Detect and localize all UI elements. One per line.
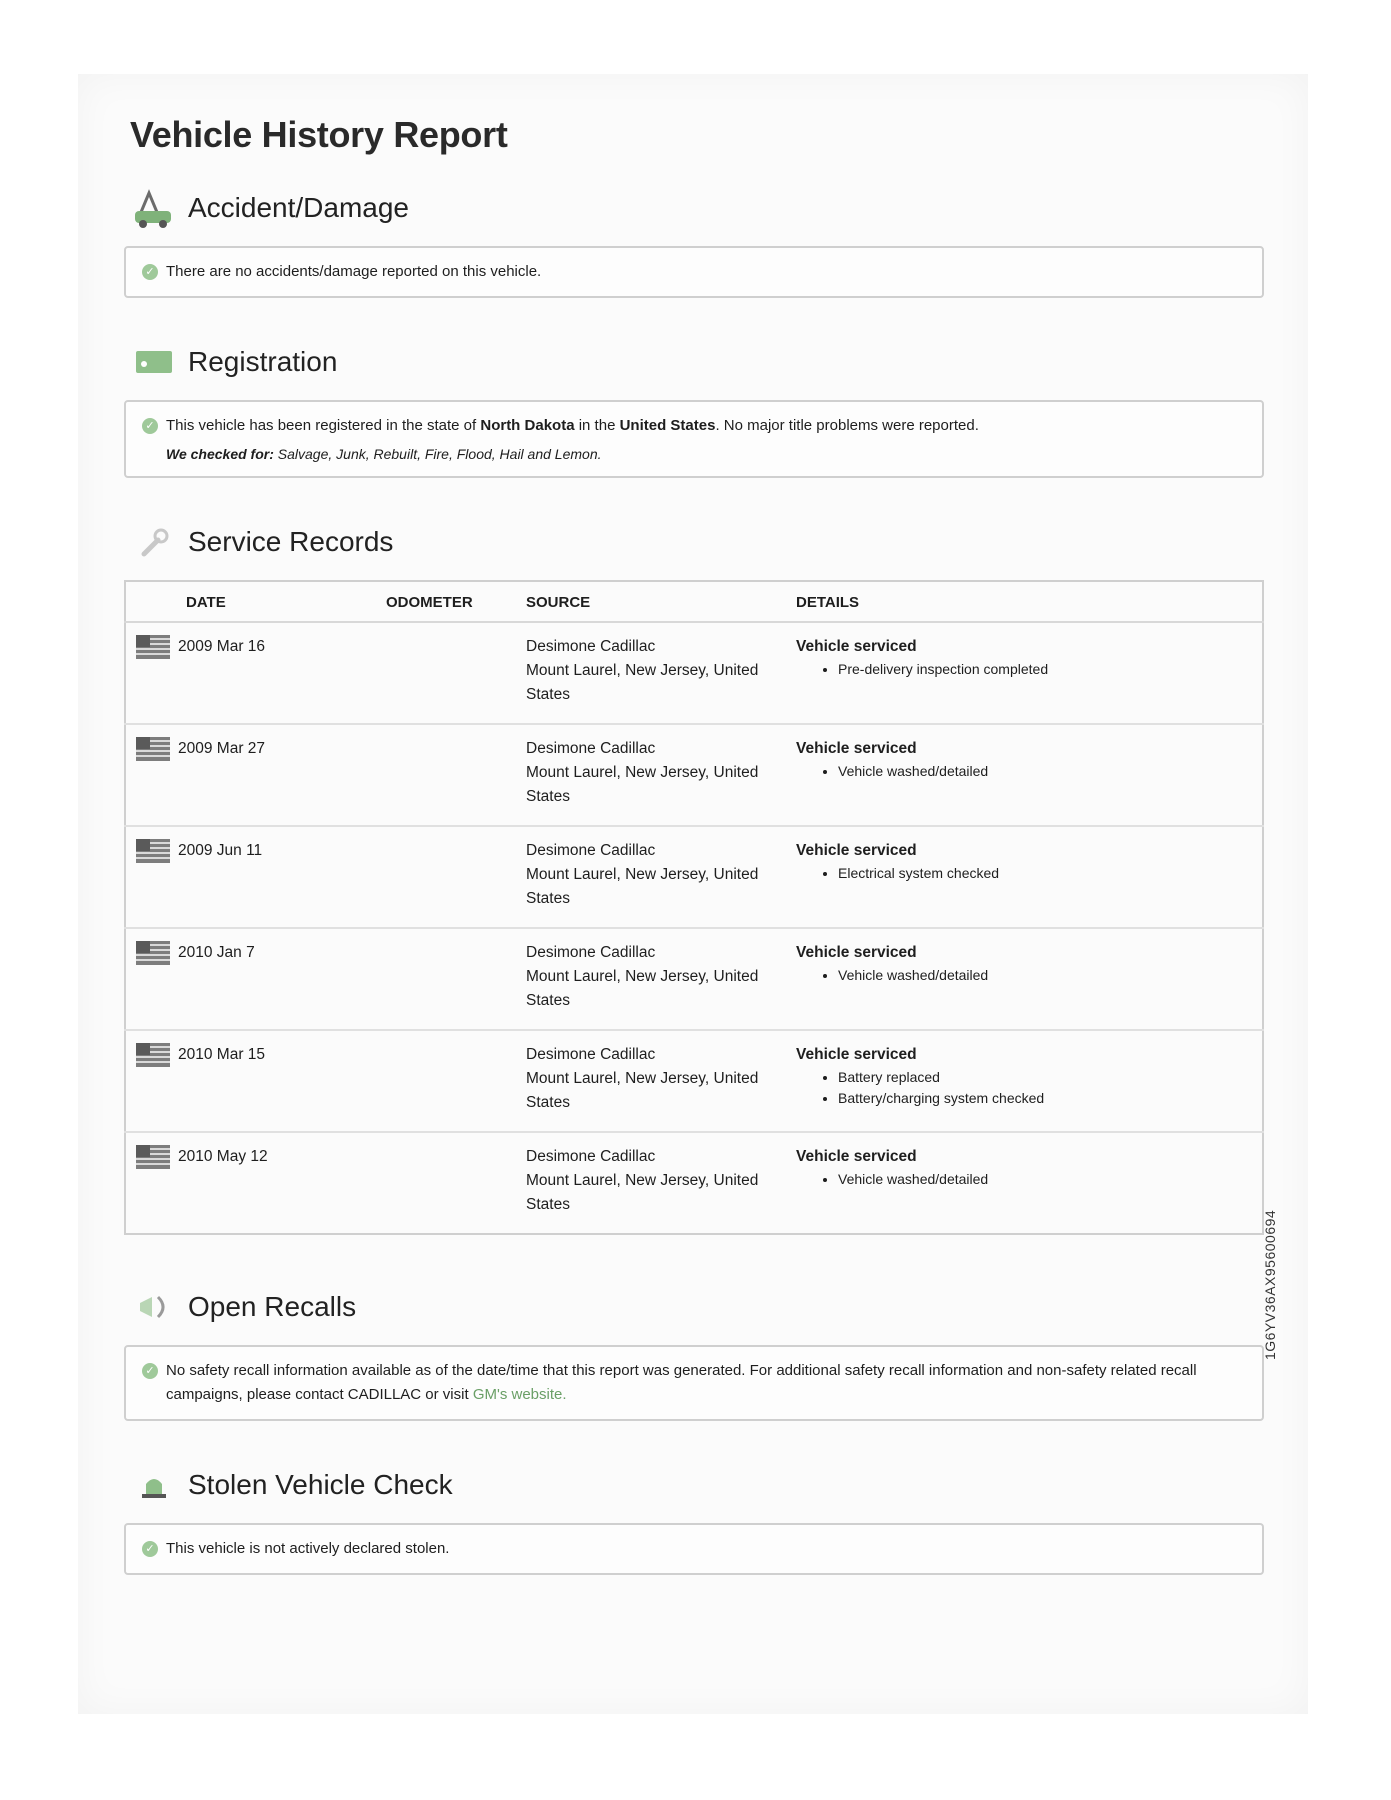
details-cell [786, 928, 1263, 1030]
source-name: Desimone Cadillac [526, 638, 656, 655]
us-flag-icon [136, 737, 170, 761]
us-flag-icon [136, 839, 170, 863]
stolen-box [124, 1523, 1264, 1575]
accident-box [124, 246, 1264, 298]
source-cell [516, 724, 786, 826]
car-crash-icon [130, 186, 178, 230]
record-date: 2009 Mar 16 [178, 638, 266, 655]
stolen-section-header [130, 1463, 1264, 1507]
checked-for-line: We checked for: Salvage, Junk, Rebuilt, Fire, Flood, Hail and Lemon. [166, 446, 602, 462]
details-list [796, 863, 1252, 884]
table-header-row [125, 581, 1263, 622]
details-title: Vehicle serviced [796, 740, 917, 757]
details-title: Vehicle serviced [796, 638, 917, 655]
column-header-details: DETAILS [786, 581, 1263, 622]
source-name: Desimone Cadillac [526, 842, 656, 859]
source-name: Desimone Cadillac [526, 944, 656, 961]
detail-item: • Battery replaced [838, 1067, 1252, 1088]
source-location: Mount Laurel, New Jersey, United States [526, 764, 759, 805]
odometer-cell [376, 1030, 516, 1132]
column-header-date: DATE [125, 581, 376, 622]
details-list [796, 1067, 1252, 1109]
date-cell [125, 1132, 376, 1234]
check-circle-icon: ✓ [142, 1541, 158, 1557]
page-title: Vehicle History Report [130, 114, 508, 155]
source-cell [516, 622, 786, 724]
us-flag-icon [136, 941, 170, 965]
column-header-source: SOURCE [516, 581, 786, 622]
service-section-header [130, 520, 1264, 564]
check-circle-icon: ✓ [142, 264, 158, 280]
table-row [125, 622, 1263, 724]
recalls-message: No safety recall information available as of the date/time that this report was generated. For additional safety recall information and non-safety related recall campaigns, please contact CADILLAC or visit GM's website. [166, 1362, 1197, 1403]
table-row [125, 826, 1263, 928]
source-cell [516, 1132, 786, 1234]
registration-box [124, 400, 1264, 478]
check-circle-icon: ✓ [142, 1363, 158, 1379]
vin-number: 1G6YV36AX95600694 [1262, 1209, 1278, 1360]
table-row [125, 724, 1263, 826]
source-location: Mount Laurel, New Jersey, United States [526, 968, 759, 1009]
table-row [125, 1132, 1263, 1234]
date-cell [125, 724, 376, 826]
table-row [125, 928, 1263, 1030]
odometer-cell [376, 724, 516, 826]
stolen-message: This vehicle is not actively declared stolen. [166, 1540, 450, 1557]
record-date: 2009 Mar 27 [178, 740, 266, 757]
registration-section-header [130, 340, 1264, 384]
table-row [125, 1030, 1263, 1132]
service-heading: Service Records [188, 526, 394, 557]
date-cell [125, 826, 376, 928]
details-cell [786, 826, 1263, 928]
odometer-cell [376, 826, 516, 928]
us-flag-icon [136, 1043, 170, 1067]
accident-message: There are no accidents/damage reported on this vehicle. [166, 263, 542, 280]
record-date: 2009 Jun 11 [178, 842, 263, 859]
source-location: Mount Laurel, New Jersey, United States [526, 1172, 759, 1213]
registration-heading: Registration [188, 346, 338, 377]
service-records-table [124, 580, 1264, 1235]
gm-website-link[interactable]: GM's website. [472, 1386, 567, 1403]
details-cell [786, 622, 1263, 724]
source-name: Desimone Cadillac [526, 740, 656, 757]
detail-item: • Vehicle washed/detailed [838, 965, 1252, 986]
detail-item: • Vehicle washed/detailed [838, 1169, 1252, 1190]
report-content [124, 114, 1264, 1575]
accident-heading: Accident/Damage [188, 192, 410, 223]
detail-item: • Vehicle washed/detailed [838, 761, 1252, 782]
column-header-odometer: ODOMETER [376, 581, 516, 622]
source-name: Desimone Cadillac [526, 1046, 656, 1063]
source-location: Mount Laurel, New Jersey, United States [526, 866, 759, 907]
registration-card-icon [130, 340, 178, 384]
wrench-icon [130, 520, 178, 564]
record-date: 2010 May 12 [178, 1148, 268, 1165]
recalls-heading: Open Recalls [188, 1291, 357, 1322]
accident-section-header [130, 186, 1264, 230]
detail-item: • Battery/charging system checked [838, 1088, 1252, 1109]
details-list [796, 659, 1252, 680]
details-list [796, 965, 1252, 986]
date-cell [125, 622, 376, 724]
stolen-heading: Stolen Vehicle Check [188, 1469, 453, 1500]
details-cell [786, 1030, 1263, 1132]
record-date: 2010 Mar 15 [178, 1046, 266, 1063]
registration-message: This vehicle has been registered in the state of North Dakota in the United States. No major title problems were reported. [166, 417, 979, 434]
odometer-cell [376, 1132, 516, 1234]
details-title: Vehicle serviced [796, 842, 917, 859]
us-flag-icon [136, 1145, 170, 1169]
siren-icon [130, 1463, 178, 1507]
recalls-box [124, 1345, 1264, 1421]
detail-item: • Pre-delivery inspection completed [838, 659, 1252, 680]
us-flag-icon [136, 635, 170, 659]
source-name: Desimone Cadillac [526, 1148, 656, 1165]
recalls-section-header [130, 1285, 1264, 1329]
details-title: Vehicle serviced [796, 1046, 917, 1063]
details-cell [786, 1132, 1263, 1234]
source-location: Mount Laurel, New Jersey, United States [526, 1070, 759, 1111]
odometer-cell [376, 928, 516, 1030]
source-cell [516, 1030, 786, 1132]
details-cell [786, 724, 1263, 826]
megaphone-icon [130, 1285, 178, 1329]
details-list [796, 1169, 1252, 1190]
date-cell [125, 1030, 376, 1132]
check-circle-icon: ✓ [142, 418, 158, 434]
details-title: Vehicle serviced [796, 1148, 917, 1165]
report-page [78, 74, 1308, 1714]
source-cell [516, 928, 786, 1030]
record-date: 2010 Jan 7 [178, 944, 255, 961]
details-title: Vehicle serviced [796, 944, 917, 961]
date-cell [125, 928, 376, 1030]
odometer-cell [376, 622, 516, 724]
detail-item: • Electrical system checked [838, 863, 1252, 884]
source-location: Mount Laurel, New Jersey, United States [526, 662, 759, 703]
source-cell [516, 826, 786, 928]
details-list [796, 761, 1252, 782]
